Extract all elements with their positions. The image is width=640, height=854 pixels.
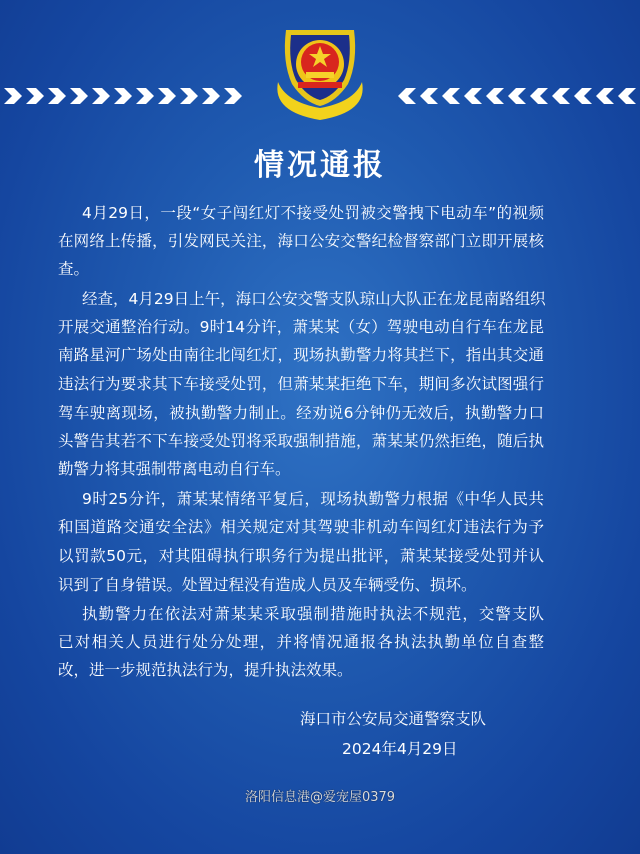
paragraph-4-line: 已对相关人员进行处分处理，并将情况通报各执法执勤单位自查整 <box>58 633 544 651</box>
police-emblem-icon <box>268 22 372 122</box>
paragraph-2-line: 南路星河广场处由南往北闯红灯，现场执勤警力将其拦下，指出其交通 <box>58 346 544 364</box>
paragraph-3-line: 识到了自身错误。处置过程没有造成人员及车辆受伤、损坏。 <box>58 576 477 594</box>
chevron-decor-icon <box>0 86 252 106</box>
paragraph-1-line: 在网络上传播，引发网民关注，海口公安交警纪检督察部门立即开展核 <box>58 232 544 250</box>
paragraph-2-line: 开展交通整治行动。9时14分许，萧某某（女）驾驶电动自行车在龙昆 <box>58 318 544 336</box>
paragraph-2-line: 勤警力将其强制带离电动自行车。 <box>58 460 291 478</box>
paragraph-3-line: 以罚款50元，对其阻碍执行职务行为提出批评，萧某某接受处罚并认 <box>58 547 544 565</box>
paragraph-4-line: 改，进一步规范执法行为，提升执法效果。 <box>58 661 353 679</box>
page-title: 情况通报 <box>254 148 386 183</box>
signature-org: 海口市公安局交通警察支队 <box>300 710 487 728</box>
chevron-decor-icon <box>388 86 640 106</box>
paragraph-1-line: 查。 <box>58 260 90 278</box>
paragraph-4-line: 执勤警力在依法对萧某某采取强制措施时执法不规范，交警支队 <box>82 605 544 623</box>
paragraph-1-line: 4月29日，一段“女子闯红灯不接受处罚被交警拽下电动车”的视频 <box>82 204 544 222</box>
paragraph-3-line: 9时25分许，萧某某情绪平复后，现场执勤警力根据《中华人民共 <box>82 490 544 508</box>
paragraph-2-line: 违法行为要求其下车接受处罚，但萧某某拒绝下车，期间多次试图强行 <box>58 375 544 393</box>
watermark: 洛阳信息港@爱宠屋0379 <box>244 790 396 805</box>
paragraph-3-line: 和国道路交通安全法》相关规定对其驾驶非机动车闯红灯违法行为予 <box>58 518 544 536</box>
paragraph-2-line: 经查，4月29日上午，海口公安交警支队琼山大队正在龙昆南路组织 <box>82 290 546 308</box>
paragraph-2-line: 头警告其若不下车接受处罚将采取强制措施，萧某某仍然拒绝，随后执 <box>58 432 544 450</box>
signature-date: 2024年4月29日 <box>342 740 458 758</box>
paragraph-2-line: 驾车驶离现场，被执勤警力制止。经劝说6分钟仍无效后，执勤警力口 <box>58 404 544 422</box>
